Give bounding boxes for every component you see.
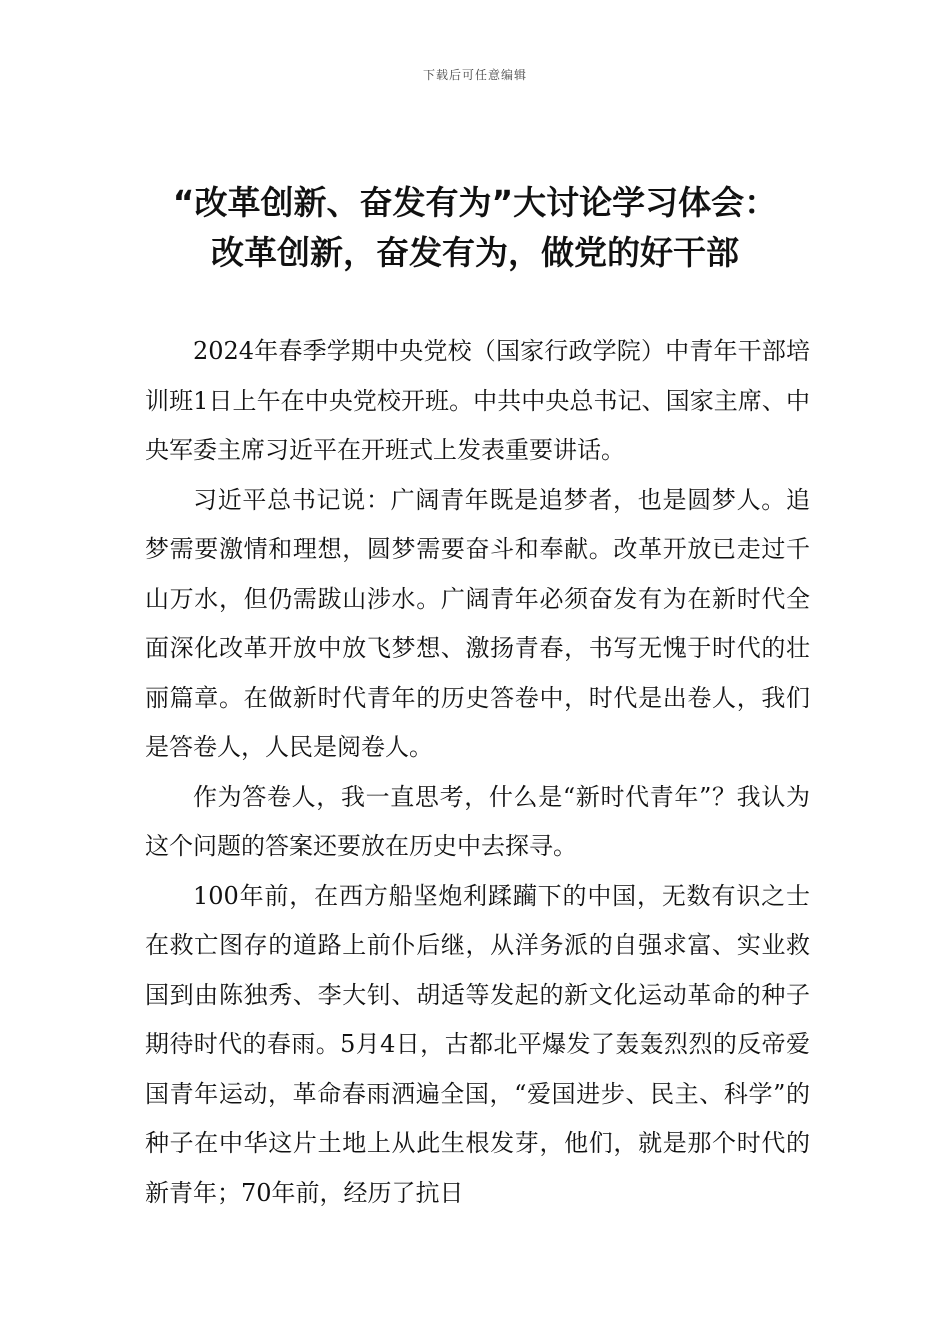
page-title — [120, 178, 830, 278]
header-note: 下载后可任意编辑 — [422, 68, 527, 82]
document-body — [145, 327, 810, 1218]
paragraph-3: 作为答卷人，我一直思考，什么是“新时代青年”？我认为这个问题的答案还要放在历史中去探寻。 — [145, 782, 810, 860]
title-line-2: 改革创新，奋发有为，做党的好干部 — [211, 233, 739, 272]
paragraph-2: 习近平总书记说：广阔青年既是追梦者，也是圆梦人。追梦需要激情和理想，圆梦需要奋斗和奉献。改革开放已走过千山万水，但仍需跋山涉水。广阔青年必须奋发有为在新时代全面深化改革开放中放飞梦想、激扬青春，书写无愧于时代的壮丽篇章。在做新时代青年的历史答卷中，时代是出卷人，我们是答卷人，人民是阅卷人。 — [145, 485, 810, 761]
paragraph-1: 2024年春季学期中央党校（国家行政学院）中青年干部培训班1日上午在中央党校开班。中共中央总书记、国家主席、中央军委主席习近平在开班式上发表重要讲话。 — [145, 337, 810, 464]
title-line-1: “改革创新、奋发有为”大讨论学习体会： — [172, 183, 778, 222]
paragraph-4: 100年前，在西方船坚炮利蹂躏下的中国，无数有识之士在救亡图存的道路上前仆后继，从洋务派的自强求富、实业救国到由陈独秀、李大钊、胡适等发起的新文化运动革命的种子期待时代的春雨。5月4日，古都北平爆发了轰轰烈烈的反帝爱国青年运动，革命春雨洒遍全国，“爱国进步、民主、科学”的种子在中华这片土地上从此生根发芽，他们，就是那个时代的新青年；70年前，经历了抗日 — [145, 881, 810, 1207]
